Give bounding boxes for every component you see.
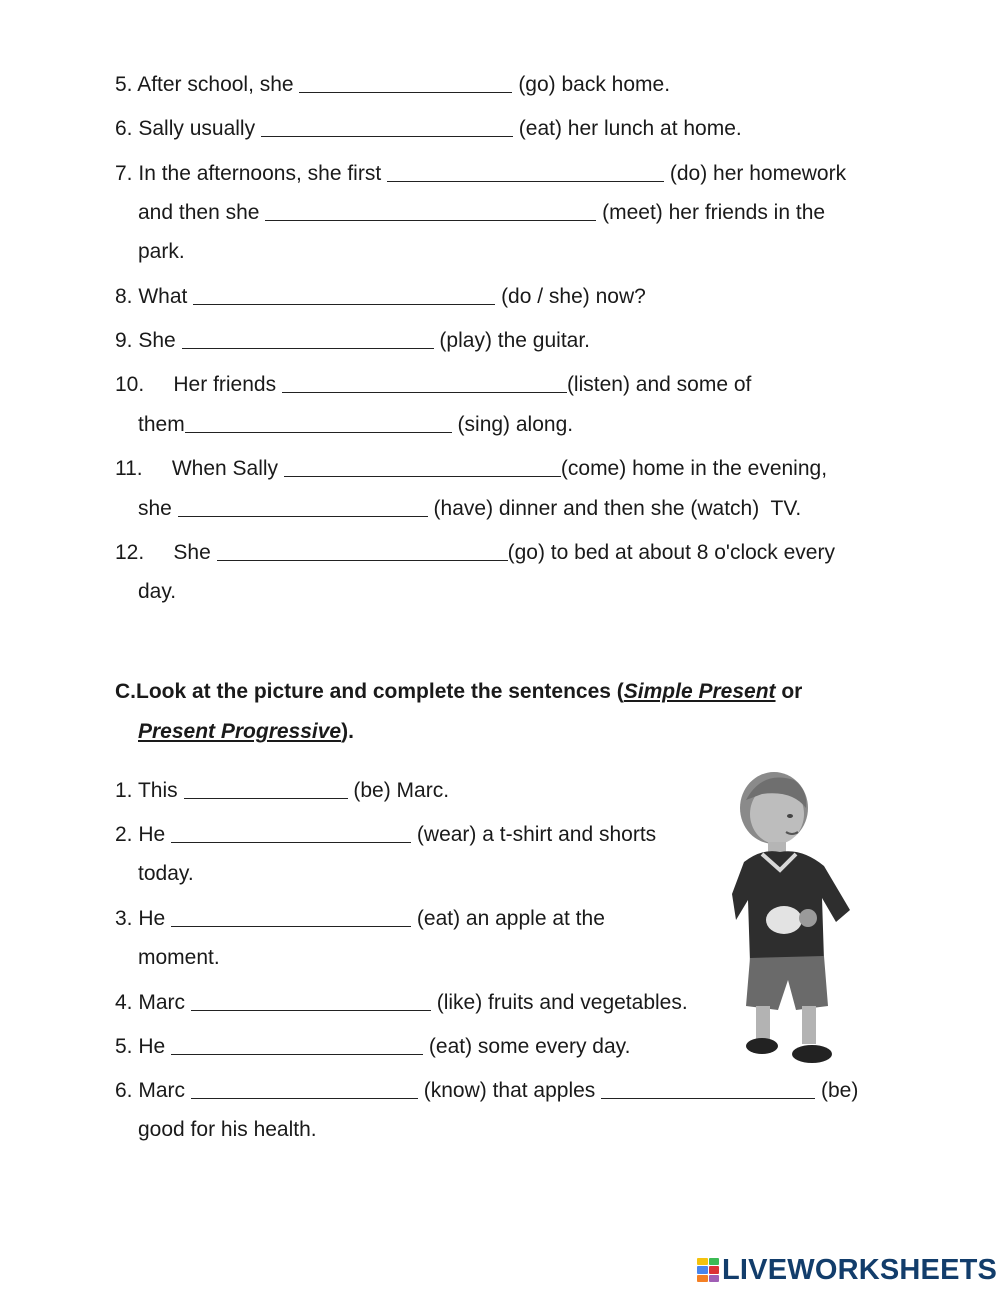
liveworksheets-logo-icon xyxy=(697,1258,719,1282)
boy-picture xyxy=(732,770,857,1070)
answer-blank[interactable] xyxy=(261,116,513,137)
question-b5: 5. After school, she (go) back home. xyxy=(115,73,671,96)
answer-blank[interactable] xyxy=(193,284,495,305)
question-b9: 9. She (play) the guitar. xyxy=(115,329,591,352)
question-b7-line2: and then she (meet) her friends in the xyxy=(138,201,826,224)
answer-blank[interactable] xyxy=(387,161,664,182)
answer-blank[interactable] xyxy=(184,778,348,799)
question-b8: 8. What (do / she) now? xyxy=(115,285,646,308)
answer-blank[interactable] xyxy=(191,1078,418,1099)
question-c2-line2: today. xyxy=(138,862,194,885)
question-b10: 10. Her friends (listen) and some of xyxy=(115,373,752,396)
question-b12-line2: day. xyxy=(138,580,177,603)
question-c5: 5. He (eat) some every day. xyxy=(115,1035,631,1058)
answer-blank[interactable] xyxy=(299,72,512,93)
answer-blank[interactable] xyxy=(282,372,567,393)
answer-blank[interactable] xyxy=(217,540,508,561)
answer-blank[interactable] xyxy=(171,906,411,927)
question-c1: 1. This (be) Marc. xyxy=(115,779,450,802)
question-b6: 6. Sally usually (eat) her lunch at home. xyxy=(115,117,742,140)
section-c-heading-line2: Present Progressive). xyxy=(138,720,354,743)
liveworksheets-logo[interactable] xyxy=(697,1255,997,1285)
logo-text: LIVEWORKSHEETS xyxy=(722,1253,998,1286)
question-c3: 3. He (eat) an apple at the xyxy=(115,907,605,930)
question-b7-line3: park. xyxy=(138,240,185,263)
question-c3-line2: moment. xyxy=(138,946,220,969)
answer-blank[interactable] xyxy=(171,822,411,843)
question-b11: 11. When Sally (come) home in the evening, xyxy=(115,457,828,480)
answer-blank[interactable] xyxy=(182,328,434,349)
question-b7: 7. In the afternoons, she first (do) her homework xyxy=(115,162,847,185)
question-c6: 6. Marc (know) that apples (be) xyxy=(115,1079,859,1102)
question-c2: 2. He (wear) a t-shirt and shorts xyxy=(115,823,657,846)
answer-blank[interactable] xyxy=(191,990,431,1011)
question-b11-line2: she (have) dinner and then she (watch) TV. xyxy=(138,497,802,520)
question-c6-line2: good for his health. xyxy=(138,1118,317,1141)
answer-blank[interactable] xyxy=(178,496,428,517)
question-b12: 12. She (go) to bed at about 8 o'clock every xyxy=(115,541,835,564)
answer-blank[interactable] xyxy=(601,1078,815,1099)
section-c-heading: C.Look at the picture and complete the sentences (Simple Present or xyxy=(115,680,803,703)
question-b10-line2: them (sing) along. xyxy=(138,413,574,436)
answer-blank[interactable] xyxy=(284,456,561,477)
question-c4: 4. Marc (like) fruits and vegetables. xyxy=(115,991,688,1014)
answer-blank[interactable] xyxy=(265,200,596,221)
answer-blank[interactable] xyxy=(185,412,452,433)
answer-blank[interactable] xyxy=(171,1034,423,1055)
